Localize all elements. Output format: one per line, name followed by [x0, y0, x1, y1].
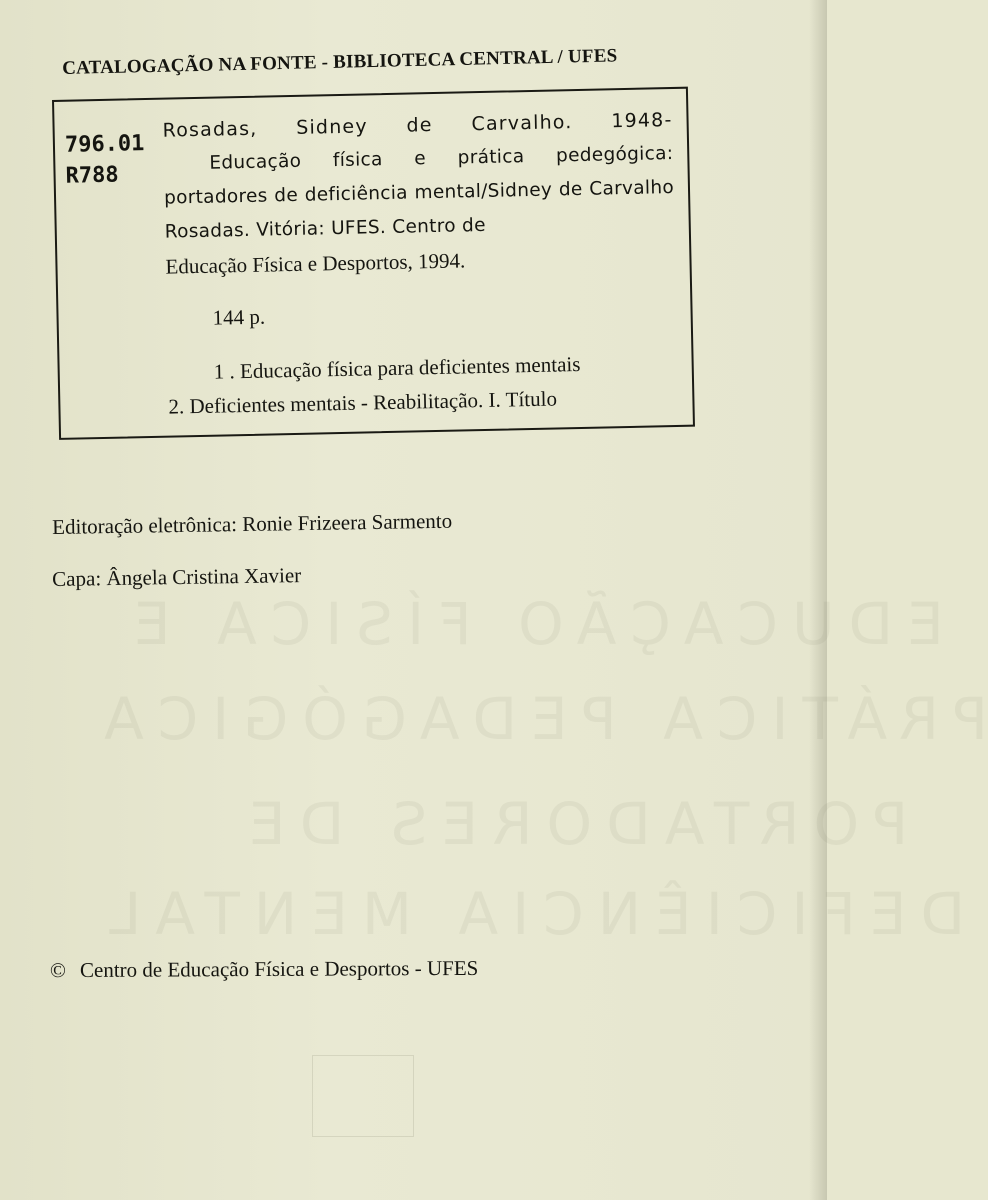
page-edge-shadow	[809, 0, 827, 1200]
call-number	[65, 128, 146, 192]
subject-heading-1: 1 . Educação física para deficientes mentais	[213, 351, 581, 384]
show-through-line-4: DEFICIÊNCIA MENTAL	[95, 880, 966, 948]
publisher-line: Educação Física e Desportos, 1994.	[165, 248, 466, 279]
library-stamp-impression	[312, 1055, 414, 1137]
show-through-line-3: PORTADORES DE	[235, 790, 909, 858]
copyright-holder: Centro de Educação Física e Desportos - UFES	[79, 955, 479, 982]
call-number-class: 796.01	[64, 131, 145, 158]
editoracao-credit: Editoração eletrônica: Ronie Frizeera Sarmento	[52, 508, 453, 539]
show-through-line-1: EDUCAÇÃO FÍSICA E	[120, 590, 944, 658]
copyright-line	[50, 956, 478, 983]
author-word: Sidney	[295, 115, 368, 139]
author-word: Rosadas,	[162, 117, 258, 142]
author-word: Carvalho.	[471, 111, 573, 136]
author-word: de	[406, 114, 433, 137]
title-description	[163, 137, 675, 250]
page-count: 144 p.	[212, 304, 266, 330]
show-through-line-2: PRÁTICA PEDAGÓGICA	[90, 685, 988, 753]
author-dates: 1948-	[611, 109, 673, 133]
description-text: Educação física e prática pedegógica: portadores de deficiência mental/Sidney de Carvalho Rosadas. Vitória: UFES. Centro de	[163, 143, 675, 243]
catalog-entry	[162, 103, 678, 424]
copyright-icon: ©	[49, 958, 67, 983]
catalog-card	[52, 87, 695, 440]
subject-headings	[167, 345, 678, 424]
subject-heading-2: 2. Deficientes mentais - Reabilitação. I. Título	[168, 386, 558, 419]
catalog-header: CATALOGAÇÃO NA FONTE - BIBLIOTECA CENTRAL / UFES	[62, 45, 618, 79]
call-number-cutter: R788	[65, 162, 119, 189]
capa-credit: Capa: Ângela Cristina Xavier	[52, 563, 302, 591]
